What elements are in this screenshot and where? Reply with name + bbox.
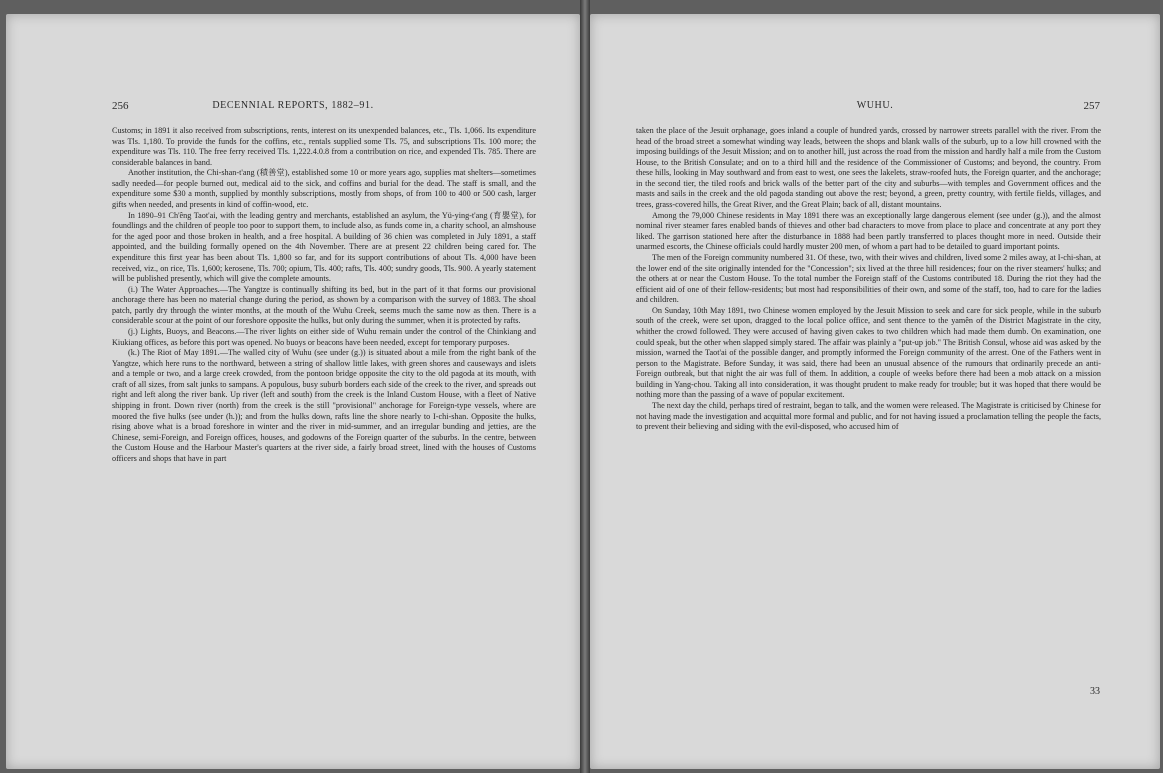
paragraph: (k.) The Riot of May 1891.—The walled city of Wuhu (see under (g.)) is situated about a mile from the right bank of the Yangtze, which here runs to the northward, between a string of shallow little lakes, with green shores and causeways and islets and a temple or two, and a large creek crowded, from the pontoon bridge opposite the city to the old pagoda at its mouth, with craft of all sizes, from salt junks to sampans. A populous, busy suburb borders each side of the creek to the river, and spreads out right and left along the river bank. Up river (left and south) from the creek is the Inland Custom House, with a fleet of Native shipping in front. Down river (north) from the creek is the still "provisional" anchorage for Foreign-type vessels, where are moored the five hulks (see under (h.)); and from the hulks down, rafts line the shore nearly to I-chi-shan. Opposite the hulks, rising above what is a broad foreshore in winter and the river in mid-summer, and an irregular bunding and jetties, are the Chinese, semi-Foreign, and Foreign offices, houses, and godowns of the Foreign quarter of the suburbs. In the centre, between the Custom House and the Harbour Master's quarters at the river side, a fairly broad street, lined with the houses of Customs officers and shops that have in part [112,348,536,463]
paragraph: (i.) The Water Approaches.—The Yangtze is continually shifting its bed, but in the part of it that forms our provisional anchorage there has been no material change during the period, as shown by a comparison with the survey of 1883. The shoal patch, partly dry through the winter months, at the mouth of the Wuhu Creek, seems much the same now as then. There is a considerable scour at the point of our foreshore opposite the hulks, but only during the summer, when it is protected by rafts. [112,284,536,326]
signature-mark: 33 [1090,686,1100,697]
right-running-head [590,100,1160,114]
paragraph: On Sunday, 10th May 1891, two Chinese women employed by the Jesuit Mission to seek and care for sick people, while in the suburb south of the creek, were set upon, dragged to the local police office, and sent thence to the yamên of the District Magistrate in the city, whither the crowd followed. They were accused of having given cakes to two children which had made them dumb. On examination, one could speak, but the other when slapped simply stared. The affair was plainly a "put-up job." The British Consul, whose aid was asked by the mission, warned the Taot'ai of the possible danger, and promptly informed the Foreign community of the arrest. One of the Fathers went in person to the Magistrate. Before Sunday, it was said, there had been an unusual absence of the rumours that ordinarily precede an anti-Foreign outbreak, but that night the air was full of them. In addition, a couple of weeks before there had been a mob attack on a mission building in Yang-chou. Taking all into consideration, it was thought prudent to make ready for trouble; but it was hoped that there would be nothing more than the passing of a wave of popular excitement. [636,305,1101,400]
right-page-number: 257 [1083,100,1100,112]
left-running-head [6,100,580,114]
right-body-text [636,126,1101,433]
left-page [6,14,580,769]
paragraph: Among the 79,000 Chinese residents in May 1891 there was an exceptionally large dangerous element (see under (g.)), and the almost nominal river steamer fares enabled bands of thieves and other bad characters to move from place to place and concentrate at any port they liked. The garrison stationed here after the disturbance in 1888 had been partly transferred to places thought more in need. Outside their unarmed escorts, the Chinese officials could hardly muster 200 men, of whom a part had to be detailed to guard important points. [636,210,1101,252]
paragraph: (j.) Lights, Buoys, and Beacons.—The river lights on either side of Wuhu remain under the control of the Chinkiang and Kiukiang offices, as before this port was opened. No buoys or beacons have been needed, except for temporary purposes. [112,326,536,347]
paragraph: taken the place of the Jesuit orphanage, goes inland a couple of hundred yards, crossed by narrower streets parallel with the river. From the head of the broad street a somewhat winding way leads, between the shops and blank walls of the suburb, up to a low hill crowned with the imposing buildings of the Jesuit Mission; and on to another hill, just across the road from the mission and hardly half a mile from the Custom House, to the British Consulate; and on to a third hill and the residence of the Commissioner of Customs; and beyond, the country. From these hills, looking in May southward and from east to west, one sees the lakelets, straw-roofed huts, the Foreign quarter, and the anchorage; in the second tier, the tiled roofs and brick walls of the better part of the city and suburbs—with temples and Government offices and the masts and sails in the creek and the old pagoda standing out above the rest; beyond, a green, pretty country, with fertile fields, villages, and trees, grass-covered hills, the Great River, and the Great Plain; back of all, distant mountains. [636,126,1101,210]
paragraph: The next day the child, perhaps tired of restraint, began to talk, and the women were released. The Magistrate is criticised by Chinese for not having made the investigation and acquittal more formal and public, and for not having issued a proclamation telling the people the facts, to prevent their believing and siding with the evil-disposed, who accused him of [636,401,1101,432]
paragraph: The men of the Foreign community numbered 31. Of these, two, with their wives and children, lived some 2 miles away, at I-chi-shan, at the lower end of the site originally intended for the "Concession"; six lived at the three hill residences; four on the river steamers' hulks; and the others at or near the Custom House. To the total number the Foreign staff of the Customs contributed 18. During the riot they had the efficient aid of one of their fellow-residents; but most had responsibilities of their own, and some of the staff, too, had to care for the ladies and children. [636,252,1101,305]
left-running-title: DECENNIAL REPORTS, 1882–91. [212,100,374,111]
paragraph: Customs; in 1891 it also received from subscriptions, rents, interest on its unexpended balances, etc., Tls. 1,066. Its expenditure was Tls. 1,180. To provide the funds for the coffins, etc., rentals supplied some Tls. 75, and subscriptions Tls. 100 more; the expenditure was Tls. 110. The free ferry received Tls. 1,222.4.0.8 from a contribution on rice, and expended Tls. 785. There are considerable balances in band. [112,126,536,167]
paragraph: Another institution, the Chi-shan-t'ang (積善堂), established some 10 or more years ago, supplies mat shelters—sometimes sadly needed—for people burned out, medical aid to the sick, and coffins and burial for the dead. The staff is small, and the expenditure some $30 a month, supplied by monthly subscriptions, mostly from shops, of from 100 to 400 or 500 cash, larger gifts when needed, and presents in kind of coffin-wood, etc. [112,168,536,210]
left-body-text [112,126,536,465]
left-page-number: 256 [112,100,129,112]
right-running-title: WUHU. [856,100,894,111]
book-gutter [580,0,590,773]
paragraph: In 1890–91 Ch'êng Taot'ai, with the leading gentry and merchants, established an asylum, the Yü-ying-t'ang (育嬰堂), for foundlings and the children of people too poor to support them, to include also, as funds come in, a charity school, an almshouse for the aged poor and those broken in health, and a free hospital. A building of 36 chien was completed in July 1891, a staff appointed, and the building formally opened on the 4th November. There are at present 22 children being cared for. The expenditure this first year has been about Tls. 1,800 so far, and for its support contributions of about Tls. 4,000 have been received, viz., on rice, Tls. 1,600; kerosene, Tls. 700; opium, Tls. 400; rafts, Tls. 400; sundry goods, Tls. 900. A yearly statement will be published presently, which will give the complete amounts. [112,210,536,284]
right-page [590,14,1160,769]
